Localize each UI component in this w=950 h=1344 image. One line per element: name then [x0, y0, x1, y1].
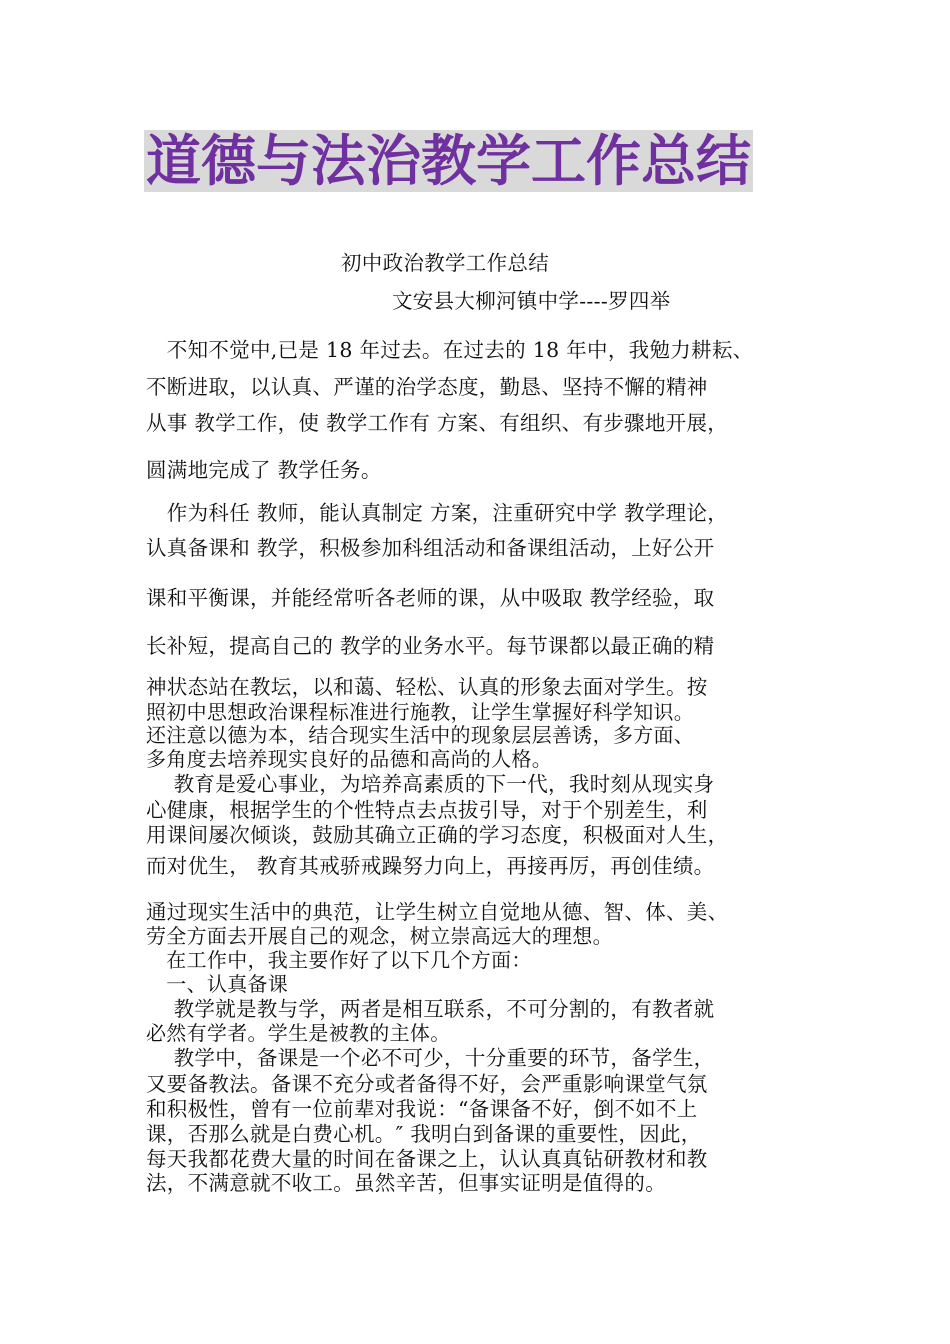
body-line: 又要备教法。备课不充分或者备得不好，会严重影响课堂气氛 — [146, 1072, 708, 1096]
body-line: 照初中思想政治课程标准进行施教，让学生掌握好科学知识。 — [146, 700, 695, 724]
document-title: 道德与法治教学工作总结 — [146, 129, 752, 193]
body-line: 一、认真备课 — [146, 972, 289, 996]
body-line: 用课间屡次倾谈，鼓励其确立正确的学习态度，积极面对人生， — [146, 823, 729, 847]
body-line: 还注意以德为本，结合现实生活中的现象层层善诱，多方面、 — [146, 723, 695, 747]
body-line: 通过现实生活中的典范，让学生树立自觉地从德、智、体、美、 — [146, 900, 729, 924]
body-line: 在工作中，我主要作好了以下几个方面： — [146, 948, 532, 972]
body-line: 劳全方面去开展自己的观念，树立崇高远大的理想。 — [146, 924, 613, 948]
body-line: 不知不觉中,已是 18 年过去。在过去的 18 年中，我勉力耕耘、 — [146, 338, 754, 362]
body-line: 教学就是教与学，两者是相互联系，不可分割的，有教者就 — [146, 997, 715, 1021]
document-subtitle: 初中政治教学工作总结 — [341, 251, 549, 275]
body-line: 而对优生， 教育其戒骄戒躁努力向上，再接再厉，再创佳绩。 — [146, 854, 715, 878]
body-line: 作为科任 教师，能认真制定 方案，注重研究中学 教学理论， — [146, 501, 729, 525]
document-author: 文安县大柳河镇中学----罗四举 — [392, 289, 671, 313]
body-line: 教学中，备课是一个必不可少，十分重要的环节，备学生， — [146, 1046, 715, 1070]
body-line: 圆满地完成了 教学任务。 — [146, 458, 382, 482]
body-line: 从事 教学工作，使 教学工作有 方案、有组织、有步骤地开展， — [146, 411, 729, 435]
body-line: 长补短，提高自己的 教学的业务水平。每节课都以最正确的精 — [146, 634, 715, 658]
body-line: 认真备课和 教学，积极参加科组活动和备课组活动，上好公开 — [146, 536, 715, 560]
body-line: 必然有学者。学生是被教的主体。 — [146, 1021, 451, 1045]
body-line: 课和平衡课，并能经常听各老师的课，从中吸取 教学经验，取 — [146, 586, 715, 610]
body-line: 神状态站在教坛，以和蔼、轻松、认真的形象去面对学生。按 — [146, 675, 708, 699]
body-line: 和积极性，曾有一位前辈对我说：“备课备不好，倒不如不上 — [146, 1097, 698, 1121]
body-line: 法，不满意就不收工。虽然辛苦，但事实证明是值得的。 — [146, 1171, 666, 1195]
body-line: 心健康，根据学生的个性特点去点拔引导，对于个别差生，利 — [146, 798, 708, 822]
body-line: 教育是爱心事业，为培养高素质的下一代，我时刻从现实身 — [146, 772, 715, 796]
body-line: 多角度去培养现实良好的品德和高尚的人格。 — [146, 747, 552, 771]
body-line: 每天我都花费大量的时间在备课之上，认认真真钻研教材和教 — [146, 1147, 708, 1171]
body-line: 不断进取，以认真、严谨的治学态度，勤恳、坚持不懈的精神 — [146, 375, 708, 399]
body-line: 课，否那么就是白费心机。″ 我明白到备课的重要性，因此， — [146, 1122, 702, 1146]
